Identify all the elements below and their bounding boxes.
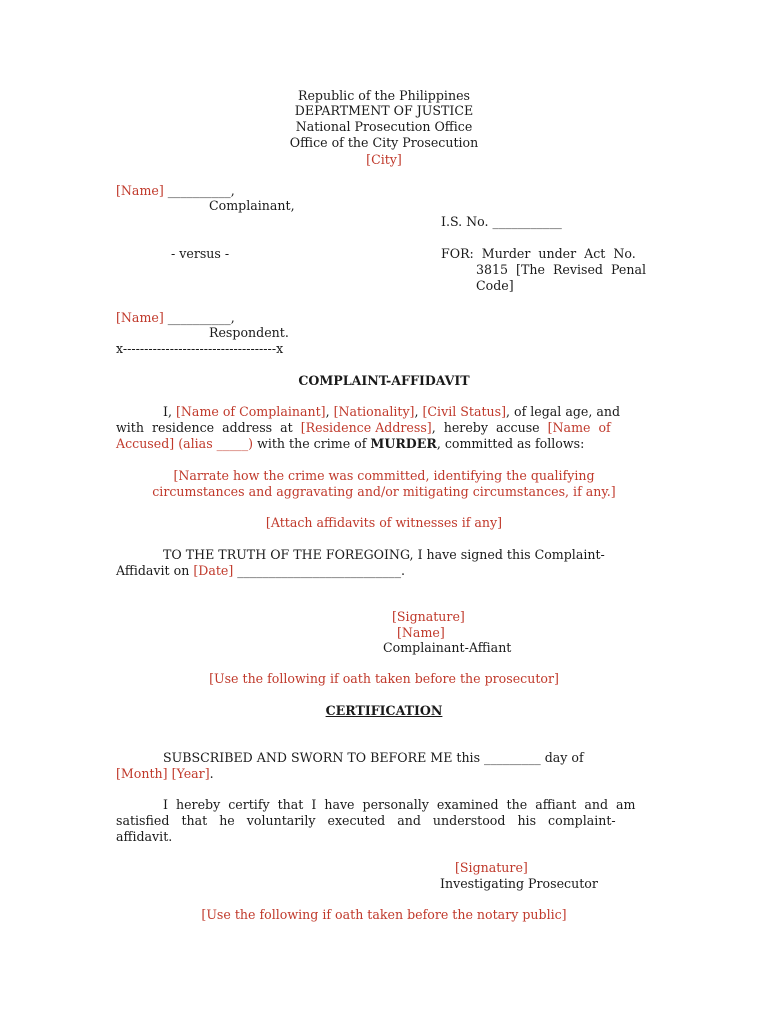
respondent-label: Respondent. — [209, 325, 289, 340]
is-number: I.S. No. ___________ — [441, 214, 562, 229]
committed-text: , committed as follows: — [436, 436, 585, 451]
residence-address-field: [Residence Address] — [300, 420, 432, 435]
caption-separator: x------------------------------------x — [116, 341, 284, 356]
affidavit-para1-line1: I, [Name of Complainant], [Nationality], [Civil Status], of legal age, and — [163, 404, 621, 419]
nationality-field: [Nationality] — [333, 404, 415, 419]
month-year-field: [Month] [Year] — [116, 766, 210, 781]
subscribed-line2 — [116, 766, 214, 782]
complainant-blank: __________, — [163, 183, 235, 198]
crime-text: with the crime of — [253, 436, 371, 451]
notary-oath-note: [Use the following if oath taken before the notary public] — [201, 907, 567, 922]
respondent-blank: __________, — [163, 310, 235, 325]
national-office-heading: National Prosecution Office — [295, 119, 473, 134]
city-office-heading: Office of the City Prosecution — [289, 135, 479, 150]
subscribed-line1: SUBSCRIBED AND SWORN TO BEFORE ME this _________ day of — [163, 750, 584, 765]
republic-heading: Republic of the Philippines — [297, 88, 470, 103]
for-offense-line2: 3815 [The Revised Penal — [476, 262, 647, 277]
text-i: I, — [163, 404, 172, 419]
complainant-name-placeholder: [Name] — [116, 183, 164, 198]
date-field: [Date] — [193, 563, 234, 578]
narrate-instruction-line2: circumstances and aggravating and/or mitigating circumstances, if any.] — [152, 484, 616, 499]
complainant-label: Complainant, — [209, 198, 295, 213]
attach-instruction: [Attach affidavits of witnesses if any] — [265, 515, 503, 530]
certification-title: CERTIFICATION — [325, 703, 443, 718]
accused-name-field-end: Accused] (alias _____) — [116, 436, 254, 451]
date-blank: __________________________. — [233, 563, 406, 578]
legal-age-text: , of legal age, and — [506, 404, 621, 419]
respondent-name-placeholder: [Name] — [116, 310, 164, 325]
period-text: . — [209, 766, 214, 781]
for-offense-line3: Code] — [476, 278, 514, 293]
respondent-name-line — [116, 310, 235, 326]
certify-line3: affidavit. — [116, 829, 173, 844]
affidavit-para1-line3 — [116, 436, 584, 452]
accused-name-field-start: [Name of — [547, 420, 611, 435]
truth-line2 — [116, 563, 405, 579]
narrate-instruction-line1: [Narrate how the crime was committed, identifying the qualifying — [173, 468, 595, 483]
complainant-name-field: [Name of Complainant] — [176, 404, 326, 419]
for-offense-line1: FOR: Murder under Act No. — [441, 246, 636, 261]
department-heading: DEPARTMENT OF JUSTICE — [294, 103, 474, 118]
certify-line2: satisfied that he voluntarily executed and understood his complaint- — [116, 813, 616, 828]
prosecutor-title: Investigating Prosecutor — [440, 876, 598, 891]
versus-label: - versus - — [171, 246, 230, 261]
city-placeholder: [City] — [366, 152, 402, 167]
complainant-name-line — [116, 183, 235, 199]
prosecutor-signature: [Signature] — [455, 860, 528, 875]
civil-status-field: [Civil Status] — [422, 404, 506, 419]
affidavit-para1-line2 — [116, 420, 611, 436]
prosecutor-oath-note: [Use the following if oath taken before the prosecutor] — [209, 671, 559, 686]
affiant-name: [Name] — [397, 625, 445, 640]
affiant-signature: [Signature] — [392, 609, 465, 624]
affidavit-on-text: Affidavit on — [116, 563, 194, 578]
certify-line1: I hereby certify that I have personally examined the affiant and am — [163, 797, 636, 812]
crime-murder: MURDER — [370, 436, 437, 451]
affidavit-title: COMPLAINT-AFFIDAVIT — [298, 373, 470, 388]
accuse-text: , hereby accuse — [431, 420, 540, 435]
truth-line1: TO THE TRUTH OF THE FOREGOING, I have signed this Complaint- — [163, 547, 605, 562]
residence-text: with residence address at — [116, 420, 293, 435]
affiant-title: Complainant-Affiant — [383, 640, 512, 655]
